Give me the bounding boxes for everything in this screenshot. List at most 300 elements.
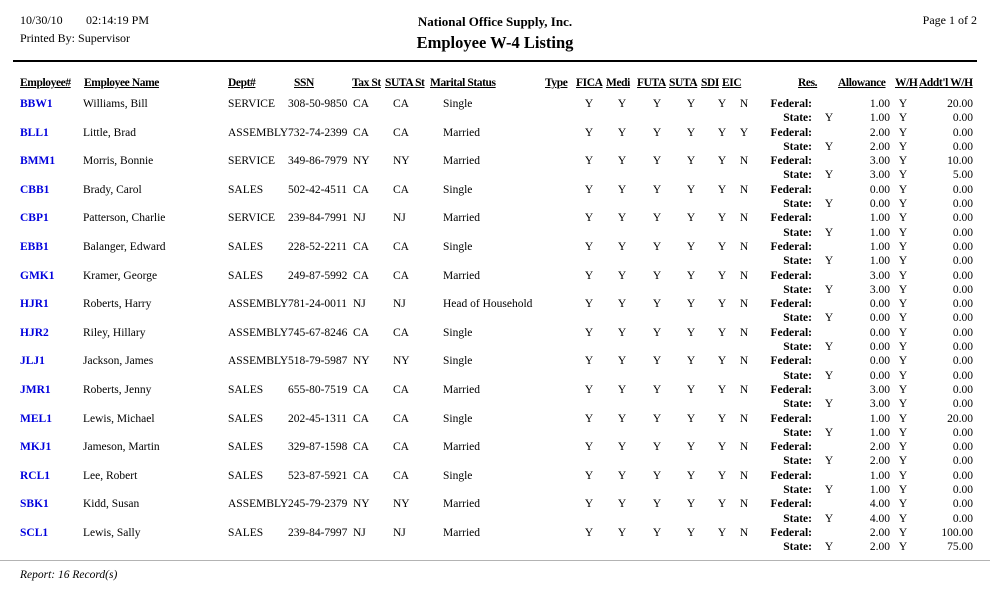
state-res: Y [824, 169, 834, 182]
state-addtl-wh: 0.00 [952, 312, 973, 325]
federal-allowance: 0.00 [869, 298, 890, 311]
federal-allowance: 0.00 [869, 326, 890, 339]
state-res: Y [824, 312, 834, 325]
federal-wh-flag: Y [898, 355, 908, 368]
col-header-medi: Medi [606, 77, 630, 89]
footer-divider [0, 560, 990, 561]
state-res: Y [824, 455, 834, 468]
medi-flag: Y [617, 326, 627, 339]
federal-addtl-wh: 0.00 [952, 269, 973, 282]
employee-id-link[interactable]: SBK1 [20, 498, 49, 511]
employee-id-link[interactable]: JMR1 [20, 383, 51, 396]
state-allowance: 1.00 [869, 226, 890, 239]
eic-flag: N [739, 240, 749, 253]
state-allowance: 1.00 [869, 426, 890, 439]
federal-wh-flag: Y [898, 212, 908, 225]
state-addtl-wh: 0.00 [952, 283, 973, 296]
state-wh-flag: Y [898, 255, 908, 268]
suta-flag: Y [686, 469, 696, 482]
futa-flag: Y [652, 412, 662, 425]
federal-allowance: 4.00 [869, 498, 890, 511]
federal-label: Federal: [770, 298, 812, 311]
state-addtl-wh: 0.00 [952, 140, 973, 153]
employee-id-link[interactable]: RCL1 [20, 469, 51, 482]
suta-flag: Y [686, 441, 696, 454]
federal-wh-flag: Y [898, 269, 908, 282]
federal-line [0, 383, 990, 397]
federal-line [0, 354, 990, 368]
ssn-value: 781-24-0011 [288, 298, 347, 311]
employee-row [0, 183, 990, 212]
futa-flag: Y [652, 269, 662, 282]
eic-flag: N [739, 355, 749, 368]
tax-state: NY [353, 155, 370, 168]
medi-flag: Y [617, 526, 627, 539]
dept-value: SALES [228, 183, 264, 196]
company-name: National Office Supply, Inc. [417, 14, 573, 29]
federal-wh-flag: Y [898, 298, 908, 311]
employee-row [0, 269, 990, 298]
tax-state: NJ [353, 212, 366, 225]
col-header-employee-id: Employee# [20, 77, 71, 89]
suta-flag: Y [686, 298, 696, 311]
state-addtl-wh: 0.00 [952, 426, 973, 439]
state-addtl-wh: 0.00 [952, 255, 973, 268]
tax-state: CA [353, 441, 369, 454]
eic-flag: N [739, 269, 749, 282]
state-res: Y [824, 398, 834, 411]
medi-flag: Y [617, 126, 627, 139]
federal-line [0, 326, 990, 340]
state-res: Y [824, 140, 834, 153]
state-label: State: [783, 484, 812, 497]
eic-flag: N [739, 441, 749, 454]
employee-name: Jameson, Martin [83, 441, 160, 454]
federal-allowance: 0.00 [869, 355, 890, 368]
federal-addtl-wh: 0.00 [952, 469, 973, 482]
suta-flag: Y [686, 98, 696, 110]
federal-label: Federal: [770, 498, 812, 511]
state-label: State: [783, 369, 812, 382]
suta-flag: Y [686, 126, 696, 139]
futa-flag: Y [652, 498, 662, 511]
federal-addtl-wh: 0.00 [952, 355, 973, 368]
state-res: Y [824, 112, 834, 125]
employee-id-link[interactable]: CBB1 [20, 183, 50, 196]
federal-addtl-wh: 0.00 [952, 298, 973, 311]
federal-addtl-wh: 20.00 [947, 412, 973, 425]
state-allowance: 3.00 [869, 283, 890, 296]
employee-row [0, 383, 990, 412]
ssn-value: 745-67-8246 [288, 326, 348, 339]
federal-addtl-wh: 0.00 [952, 126, 973, 139]
state-line [0, 340, 990, 354]
federal-label: Federal: [770, 526, 812, 539]
col-header-type: Type [545, 77, 568, 89]
state-res: Y [824, 226, 834, 239]
printed-by-value: Supervisor [78, 31, 131, 45]
futa-flag: Y [652, 212, 662, 225]
state-allowance: 0.00 [869, 369, 890, 382]
fica-flag: Y [584, 469, 594, 482]
state-line [0, 197, 990, 211]
state-label: State: [783, 169, 812, 182]
state-label: State: [783, 198, 812, 211]
eic-flag: N [739, 383, 749, 396]
sdi-flag: Y [717, 298, 727, 311]
federal-line [0, 126, 990, 140]
fica-flag: Y [584, 498, 594, 511]
sdi-flag: Y [717, 441, 727, 454]
sdi-flag: Y [717, 212, 727, 225]
eic-flag: N [739, 469, 749, 482]
federal-label: Federal: [770, 383, 812, 396]
print-date: 10/30/10 [20, 13, 63, 27]
federal-line [0, 469, 990, 483]
state-label: State: [783, 112, 812, 125]
state-addtl-wh: 5.00 [952, 169, 973, 182]
fica-flag: Y [584, 412, 594, 425]
tax-state: CA [353, 98, 369, 110]
state-allowance: 2.00 [869, 541, 890, 554]
futa-flag: Y [652, 126, 662, 139]
federal-wh-flag: Y [898, 155, 908, 168]
employee-row [0, 326, 990, 355]
state-line [0, 369, 990, 383]
tax-state: NY [353, 498, 370, 511]
marital-status: Married [443, 383, 481, 396]
record-count-summary: Report: 16 Record(s) [20, 569, 118, 581]
print-time: 02:14:19 PM [86, 13, 150, 27]
dept-value: ASSEMBLY [228, 355, 289, 368]
ssn-value: 202-45-1311 [288, 412, 347, 425]
employee-id-link[interactable]: EBB1 [20, 240, 49, 253]
employee-row [0, 497, 990, 526]
marital-status: Single [443, 469, 473, 482]
employee-name: Lee, Robert [83, 469, 138, 482]
medi-flag: Y [617, 355, 627, 368]
col-header-fica: FICA [576, 77, 603, 89]
suta-state: CA [393, 183, 409, 196]
col-header-addtl-wh: Addt'l W/H [919, 77, 973, 89]
state-wh-flag: Y [898, 112, 908, 125]
ssn-value: 349-86-7979 [288, 155, 348, 168]
federal-line [0, 269, 990, 283]
employee-id-link[interactable]: JLJ1 [20, 355, 45, 368]
state-line [0, 168, 990, 182]
medi-flag: Y [617, 98, 627, 110]
federal-allowance: 2.00 [869, 441, 890, 454]
suta-state: CA [393, 326, 409, 339]
employee-id-link[interactable]: MKJ1 [20, 441, 52, 454]
employee-row [0, 211, 990, 240]
suta-flag: Y [686, 526, 696, 539]
state-wh-flag: Y [898, 455, 908, 468]
futa-flag: Y [652, 355, 662, 368]
employee-id-link[interactable]: BMM1 [20, 155, 56, 168]
fica-flag: Y [584, 526, 594, 539]
ssn-value: 249-87-5992 [288, 269, 348, 282]
state-allowance: 4.00 [869, 512, 890, 525]
state-wh-flag: Y [898, 283, 908, 296]
col-header-res: Res. [798, 77, 818, 89]
federal-line [0, 183, 990, 197]
federal-label: Federal: [770, 469, 812, 482]
employee-id-link[interactable]: BLL1 [20, 126, 49, 139]
employee-id-link[interactable]: GMK1 [20, 269, 55, 282]
suta-state: CA [393, 269, 409, 282]
employee-row [0, 126, 990, 155]
dept-value: SALES [228, 412, 264, 425]
federal-line [0, 240, 990, 254]
marital-status: Single [443, 240, 473, 253]
federal-allowance: 0.00 [869, 183, 890, 196]
employee-id-link[interactable]: MEL1 [20, 412, 52, 425]
employee-id-link[interactable]: CBP1 [20, 212, 49, 225]
state-wh-flag: Y [898, 341, 908, 354]
federal-wh-flag: Y [898, 469, 908, 482]
tax-state: CA [353, 269, 369, 282]
federal-wh-flag: Y [898, 126, 908, 139]
state-allowance: 1.00 [869, 112, 890, 125]
state-addtl-wh: 0.00 [952, 398, 973, 411]
federal-wh-flag: Y [898, 526, 908, 539]
state-label: State: [783, 226, 812, 239]
suta-flag: Y [686, 155, 696, 168]
medi-flag: Y [617, 469, 627, 482]
col-header-suta-state: SUTA St [385, 77, 425, 89]
employee-id-link[interactable]: SCL1 [20, 526, 49, 539]
employee-id-link[interactable]: HJR1 [20, 298, 49, 311]
federal-label: Federal: [770, 412, 812, 425]
fica-flag: Y [584, 383, 594, 396]
employee-name: Williams, Bill [83, 98, 148, 110]
medi-flag: Y [617, 183, 627, 196]
col-header-suta: SUTA [669, 77, 698, 89]
medi-flag: Y [617, 441, 627, 454]
ssn-value: 518-79-5987 [288, 355, 348, 368]
sdi-flag: Y [717, 526, 727, 539]
eic-flag: N [739, 298, 749, 311]
state-wh-flag: Y [898, 169, 908, 182]
federal-allowance: 1.00 [869, 98, 890, 110]
state-label: State: [783, 341, 812, 354]
page-indicator: Page 1 of 2 [922, 13, 977, 27]
federal-allowance: 1.00 [869, 469, 890, 482]
federal-label: Federal: [770, 212, 812, 225]
sdi-flag: Y [717, 469, 727, 482]
employee-row [0, 240, 990, 269]
state-label: State: [783, 398, 812, 411]
state-res: Y [824, 369, 834, 382]
futa-flag: Y [652, 383, 662, 396]
futa-flag: Y [652, 469, 662, 482]
state-line [0, 512, 990, 526]
state-line [0, 111, 990, 125]
federal-allowance: 3.00 [869, 155, 890, 168]
marital-status: Single [443, 183, 473, 196]
state-allowance: 0.00 [869, 341, 890, 354]
tax-state: CA [353, 412, 369, 425]
federal-wh-flag: Y [898, 240, 908, 253]
col-header-tax-state: Tax St [352, 77, 381, 89]
ssn-value: 502-42-4511 [288, 183, 347, 196]
state-addtl-wh: 0.00 [952, 112, 973, 125]
employee-name: Lewis, Michael [83, 412, 155, 425]
tax-state: CA [353, 469, 369, 482]
dept-value: SALES [228, 441, 264, 454]
federal-label: Federal: [770, 240, 812, 253]
futa-flag: Y [652, 240, 662, 253]
col-header-employee-name: Employee Name [84, 77, 159, 89]
suta-flag: Y [686, 212, 696, 225]
federal-line [0, 526, 990, 540]
federal-line [0, 440, 990, 454]
marital-status: Married [443, 441, 481, 454]
fica-flag: Y [584, 298, 594, 311]
federal-wh-flag: Y [898, 498, 908, 511]
suta-flag: Y [686, 412, 696, 425]
eic-flag: Y [739, 126, 749, 139]
federal-label: Federal: [770, 98, 812, 110]
col-header-dept: Dept# [228, 77, 256, 89]
state-line [0, 540, 990, 554]
suta-state: CA [393, 240, 409, 253]
sdi-flag: Y [717, 240, 727, 253]
state-res: Y [824, 198, 834, 211]
employee-id-link[interactable]: BBW1 [20, 98, 53, 110]
col-header-sdi: SDI [701, 77, 719, 89]
federal-wh-flag: Y [898, 98, 908, 110]
state-wh-flag: Y [898, 426, 908, 439]
state-label: State: [783, 312, 812, 325]
fica-flag: Y [584, 155, 594, 168]
ssn-value: 245-79-2379 [288, 498, 348, 511]
state-wh-flag: Y [898, 369, 908, 382]
eic-flag: N [739, 498, 749, 511]
employee-name: Kramer, George [83, 269, 158, 282]
state-label: State: [783, 255, 812, 268]
federal-allowance: 2.00 [869, 526, 890, 539]
employee-name: Lewis, Sally [83, 526, 141, 539]
federal-allowance: 3.00 [869, 383, 890, 396]
col-header-ssn: SSN [294, 77, 314, 89]
state-line [0, 397, 990, 411]
state-wh-flag: Y [898, 226, 908, 239]
state-wh-flag: Y [898, 541, 908, 554]
state-allowance: 0.00 [869, 312, 890, 325]
suta-state: CA [393, 98, 409, 110]
header-divider [13, 60, 977, 62]
marital-status: Married [443, 212, 481, 225]
state-res: Y [824, 426, 834, 439]
sdi-flag: Y [717, 126, 727, 139]
suta-state: NJ [393, 212, 406, 225]
state-wh-flag: Y [898, 484, 908, 497]
col-header-marital-status: Marital Status [430, 77, 496, 89]
marital-status: Single [443, 98, 473, 110]
dept-value: SALES [228, 383, 264, 396]
federal-line [0, 497, 990, 511]
dept-value: ASSEMBLY [228, 298, 289, 311]
state-label: State: [783, 140, 812, 153]
fica-flag: Y [584, 98, 594, 110]
state-wh-flag: Y [898, 140, 908, 153]
employee-row [0, 469, 990, 498]
dept-value: ASSEMBLY [228, 126, 289, 139]
eic-flag: N [739, 412, 749, 425]
fica-flag: Y [584, 441, 594, 454]
futa-flag: Y [652, 98, 662, 110]
employee-name: Roberts, Harry [83, 298, 152, 311]
futa-flag: Y [652, 183, 662, 196]
futa-flag: Y [652, 155, 662, 168]
federal-wh-flag: Y [898, 383, 908, 396]
state-line [0, 226, 990, 240]
federal-addtl-wh: 0.00 [952, 383, 973, 396]
table-rows [0, 97, 990, 555]
federal-allowance: 1.00 [869, 412, 890, 425]
employee-name: Jackson, James [83, 355, 154, 368]
federal-label: Federal: [770, 441, 812, 454]
fica-flag: Y [584, 212, 594, 225]
ssn-value: 655-80-7519 [288, 383, 348, 396]
eic-flag: N [739, 326, 749, 339]
printed-by-label: Printed By: [20, 31, 76, 45]
state-label: State: [783, 283, 812, 296]
state-res: Y [824, 512, 834, 525]
federal-line [0, 412, 990, 426]
state-res: Y [824, 255, 834, 268]
marital-status: Married [443, 155, 481, 168]
medi-flag: Y [617, 412, 627, 425]
employee-id-link[interactable]: HJR2 [20, 326, 49, 339]
federal-addtl-wh: 0.00 [952, 240, 973, 253]
federal-line [0, 154, 990, 168]
suta-state: CA [393, 126, 409, 139]
col-header-eic: EIC [722, 77, 742, 89]
sdi-flag: Y [717, 269, 727, 282]
sdi-flag: Y [717, 383, 727, 396]
marital-status: Single [443, 355, 473, 368]
futa-flag: Y [652, 526, 662, 539]
tax-state: CA [353, 240, 369, 253]
suta-state: CA [393, 441, 409, 454]
col-header-wh: W/H [895, 77, 918, 89]
suta-state: NY [393, 355, 410, 368]
state-addtl-wh: 0.00 [952, 484, 973, 497]
tax-state: CA [353, 126, 369, 139]
ssn-value: 523-87-5921 [288, 469, 348, 482]
federal-addtl-wh: 0.00 [952, 498, 973, 511]
state-label: State: [783, 541, 812, 554]
state-allowance: 3.00 [869, 169, 890, 182]
col-header-futa: FUTA [637, 77, 666, 89]
tax-state: NJ [353, 298, 366, 311]
federal-label: Federal: [770, 155, 812, 168]
medi-flag: Y [617, 498, 627, 511]
ssn-value: 239-84-7997 [288, 526, 348, 539]
fica-flag: Y [584, 269, 594, 282]
medi-flag: Y [617, 383, 627, 396]
federal-line [0, 297, 990, 311]
column-header-row [0, 77, 990, 93]
state-line [0, 483, 990, 497]
state-res: Y [824, 341, 834, 354]
dept-value: ASSEMBLY [228, 498, 289, 511]
employee-name: Little, Brad [83, 126, 137, 139]
fica-flag: Y [584, 355, 594, 368]
